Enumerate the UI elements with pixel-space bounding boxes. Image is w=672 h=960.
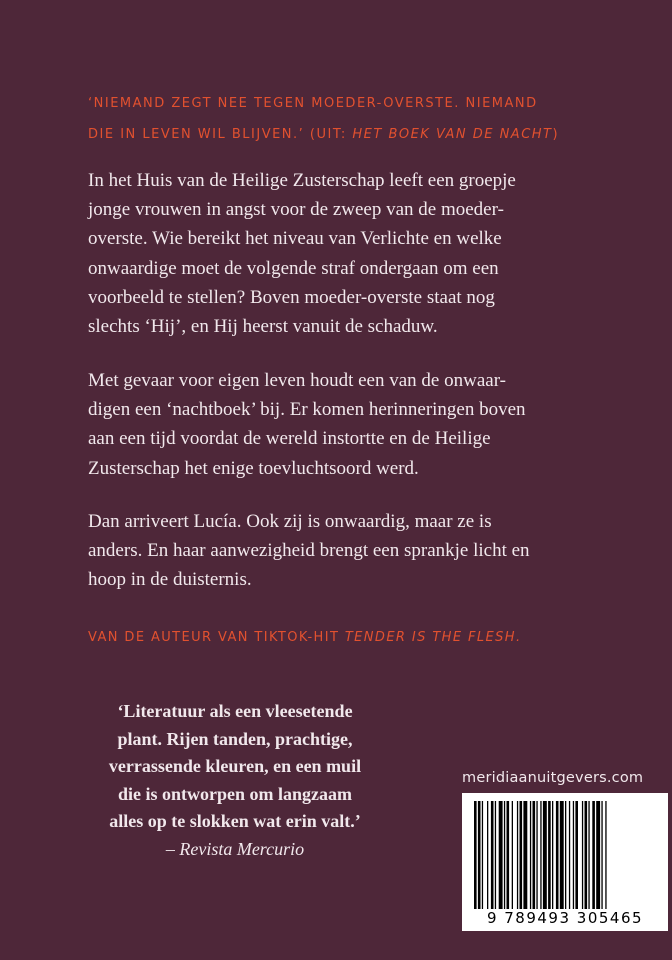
barcode-bar <box>482 801 483 909</box>
blurb-line: voorbeeld te stellen? Boven moeder-overste staat nog <box>88 286 495 308</box>
blurb-line: aan een tijd voordat de wereld instortte en de Heilige <box>88 428 491 450</box>
barcode-bar <box>601 801 602 909</box>
blurb-line: In het Huis van de Heilige Zusterschap leeft een groepje <box>88 170 516 191</box>
blurb-paragraph-1 <box>88 166 608 341</box>
barcode-bar <box>533 801 536 909</box>
barcode-bar <box>512 801 513 909</box>
opening-quote-line-2-prefix: DIE IN LEVEN WIL BLIJVEN.’ (UIT: <box>88 127 353 142</box>
barcode-bar <box>507 801 510 909</box>
barcode-bar <box>569 801 570 909</box>
barcode-bar <box>474 801 477 909</box>
barcode-bar <box>605 801 606 909</box>
author-tagline-prefix: VAN DE AUTEUR VAN TIKTOK-HIT <box>88 630 345 645</box>
author-tagline <box>88 630 648 645</box>
barcode-bar <box>491 801 494 909</box>
blurb-line: Zusterschap het enige toevluchtsoord werd. <box>88 457 419 479</box>
barcode-bar <box>543 801 547 909</box>
barcode-bar <box>585 801 588 909</box>
blurb-line: Met gevaar voor eigen leven houdt een van de onwaar- <box>88 370 506 391</box>
barcode-bar <box>573 801 574 909</box>
review-line: verrassende kleuren, en een muil <box>108 756 362 776</box>
publisher-website: meridiaanuitgevers.com <box>462 770 644 786</box>
blurb-line: onwaardige moet de volgende straf ondergaan om een <box>88 257 499 279</box>
source-book-title: HET BOEK VAN DE NACHT <box>352 127 553 142</box>
barcode-bar <box>548 801 551 909</box>
barcode-bar <box>560 801 564 909</box>
review-quote <box>100 698 370 863</box>
barcode-bar <box>596 801 600 909</box>
barcode-bar <box>478 801 481 909</box>
blurb-line: anders. En haar aanwezigheid brengt een sprankje licht en <box>88 540 530 562</box>
barcode-bar <box>540 801 541 909</box>
barcode-bar <box>499 801 503 909</box>
review-line: alles op te slokken wat erin valt.’ <box>109 811 361 831</box>
blurb-line: slechts ‘Hij’, en Hij heerst vanuit de schaduw. <box>88 316 438 338</box>
barcode-bar <box>582 801 583 909</box>
blurb-line: hoop in de duisternis. <box>88 569 252 591</box>
opening-quote-line-1: ‘NIEMAND ZEGT NEE TEGEN MOEDER-OVERSTE. NIEMAND <box>88 96 538 111</box>
barcode-bar <box>536 801 537 909</box>
review-line: die is ontworpen om langzaam <box>118 783 352 804</box>
isbn-number: 9 789493 305465 <box>486 909 644 927</box>
barcode-bar <box>520 801 523 909</box>
barcode-bar <box>588 801 589 909</box>
opening-quote <box>88 88 648 150</box>
review-source: – Revista Mercurio <box>165 838 305 859</box>
barcode-bar <box>504 801 505 909</box>
barcode-bar <box>575 801 578 909</box>
blurb-line: overste. Wie bereikt het niveau van Verlichte en welke <box>88 228 502 250</box>
barcode-bar <box>565 801 566 909</box>
review-line: plant. Rijen tanden, prachtige, <box>117 728 353 749</box>
barcode-bar <box>592 801 595 909</box>
review-line: ‘Literatuur als een vleesetende <box>117 701 353 721</box>
barcode-bar <box>530 801 531 909</box>
blurb-line: Dan arriveert Lucía. Ook zij is onwaardig, maar ze is <box>88 511 492 532</box>
barcode-bar <box>517 801 518 909</box>
opening-quote-line-2 <box>88 119 648 150</box>
barcode-bar <box>487 801 488 909</box>
isbn-barcode <box>462 793 668 931</box>
previous-book-title: TENDER IS THE FLESH. <box>344 630 522 645</box>
barcode-bar <box>523 801 527 909</box>
blurb-paragraph-2 <box>88 366 608 483</box>
barcode-bar <box>556 801 559 909</box>
barcode-bar <box>495 801 496 909</box>
opening-quote-line-2-suffix: ) <box>552 127 560 142</box>
blurb-line: digen een ‘nachtboek’ bij. Er komen herinneringen boven <box>88 399 526 421</box>
blurb-line: jonge vrouwen in angst voor de zweep van de moeder- <box>88 199 504 221</box>
barcode-bar <box>552 801 553 909</box>
blurb-paragraph-3 <box>88 507 608 595</box>
